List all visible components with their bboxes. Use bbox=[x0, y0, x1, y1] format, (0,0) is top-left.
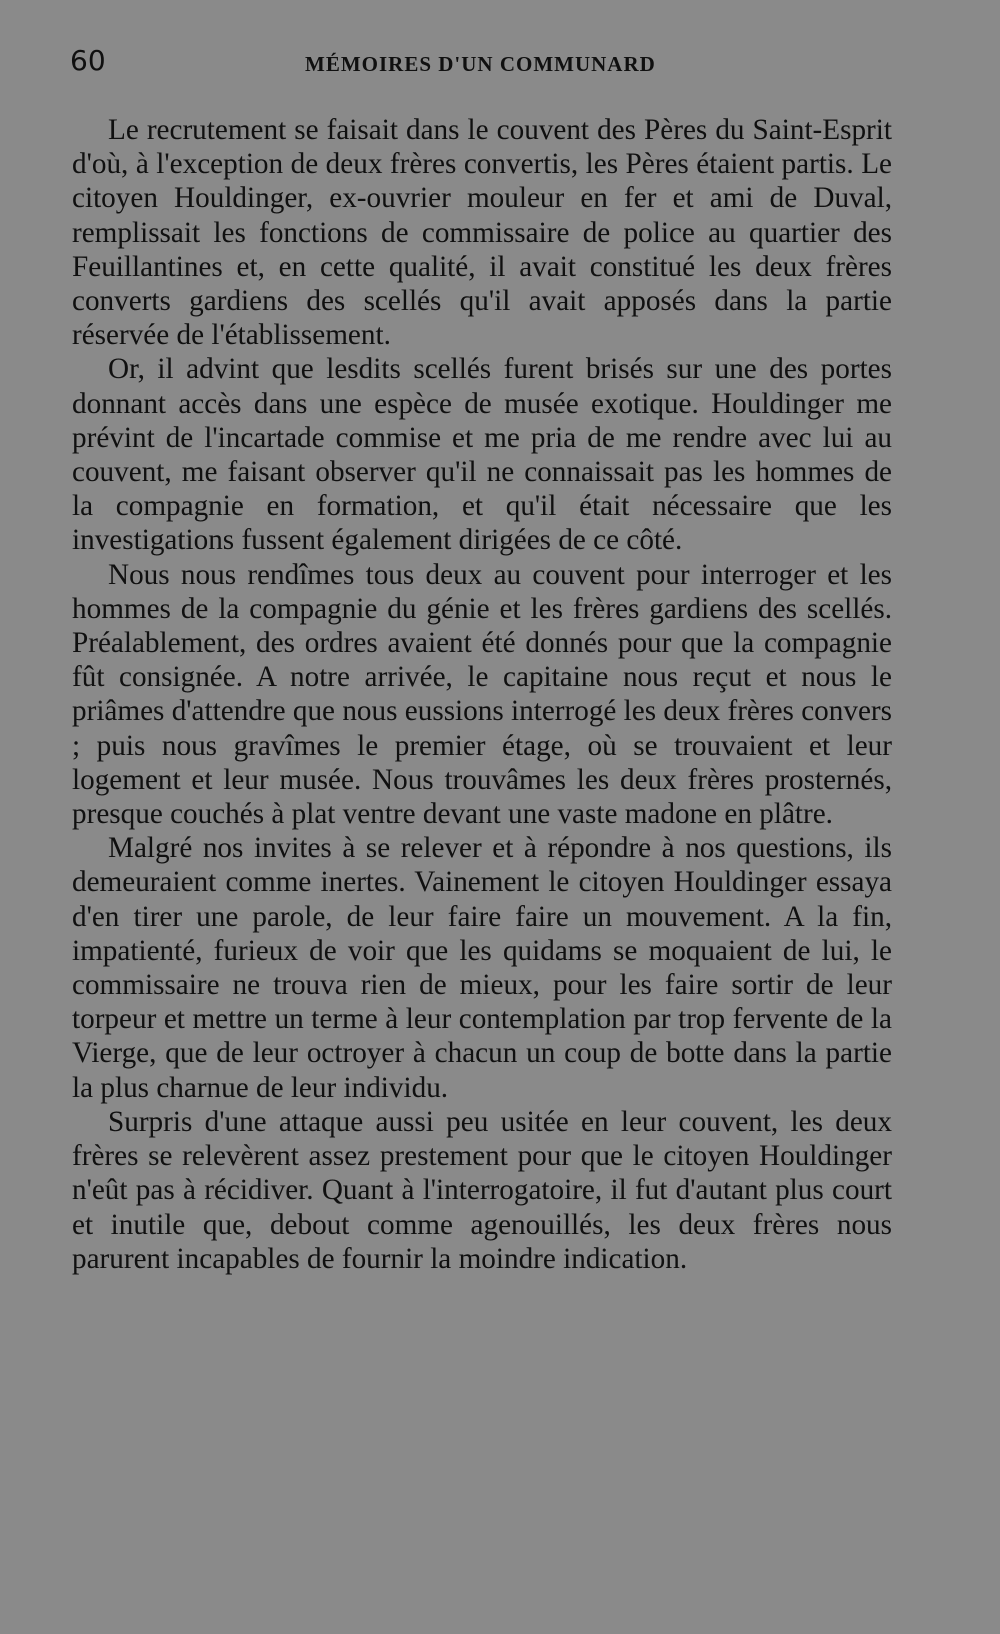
paragraph-3: Nous nous rendîmes tous deux au couvent pour interroger et les hommes de la compagnie du génie et les frères gardiens des scellés. Préalablement, des ordres avaient été donnés pour que la compagnie fût consignée. A notre arrivée, le capitaine nous reçut et nous le priâmes d'attendre que nous eussions interrogé les deux frères convers ; puis nous gravîmes le premier étage, où se trouvaient et leur logement et leur musée. Nous trouvâmes les deux frères prosternés, presque couchés à plat ventre devant une vaste madone en plâtre. bbox=[72, 558, 892, 831]
body-text bbox=[72, 113, 892, 1276]
paragraph-4: Malgré nos invites à se relever et à répondre à nos questions, ils demeuraient comme inertes. Vainement le citoyen Houldinger essaya d'en tirer une parole, de leur faire faire un mouvement. A la fin, impatienté, furieux de voir que les quidams se moquaient de lui, le commissaire ne trouva rien de mieux, pour les faire sortir de leur torpeur et mettre un terme à leur contemplation par trop fervente de la Vierge, que de leur octroyer à chacun un coup de botte dans la partie la plus charnue de leur individu. bbox=[72, 832, 892, 1104]
paragraph-2: Or, il advint que lesdits scellés furent brisés sur une des portes donnant accès dans une espèce de musée exotique. Houldinger me prévint de l'incartade commise et me pria de me rendre avec lui au couvent, me faisant observer qu'il ne connaissait pas les hommes de la compagnie en formation, et qu'il était nécessaire que les investigations fussent également dirigées de ce côté. bbox=[72, 353, 892, 557]
running-head bbox=[70, 44, 900, 84]
paragraph-1: Le recrutement se faisait dans le couvent des Pères du Saint-Esprit d'où, à l'exception de deux frères convertis, les Pères étaient partis. Le citoyen Houldinger, ex-ouvrier mouleur en fer et ami de Duval, remplissait les fonctions de commissaire de police au quartier des Feuillantines et, en cette qualité, il avait constitué les deux frères converts gardiens des scellés qu'il avait apposés dans la partie réservée de l'établissement. bbox=[72, 114, 892, 352]
book-title: MÉMOIRES D'UN COMMUNARD bbox=[305, 52, 656, 76]
paragraph-5: Surpris d'une attaque aussi peu usitée en leur couvent, les deux frères se relevèrent assez prestement pour que le citoyen Houldinger n'eût pas à récidiver. Quant à l'interrogatoire, il fut d'autant plus court et inutile que, debout comme agenouillés, les deux frères nous parurent incapables de fournir la moindre indication. bbox=[72, 1105, 892, 1275]
page-number: 60 bbox=[70, 44, 106, 77]
